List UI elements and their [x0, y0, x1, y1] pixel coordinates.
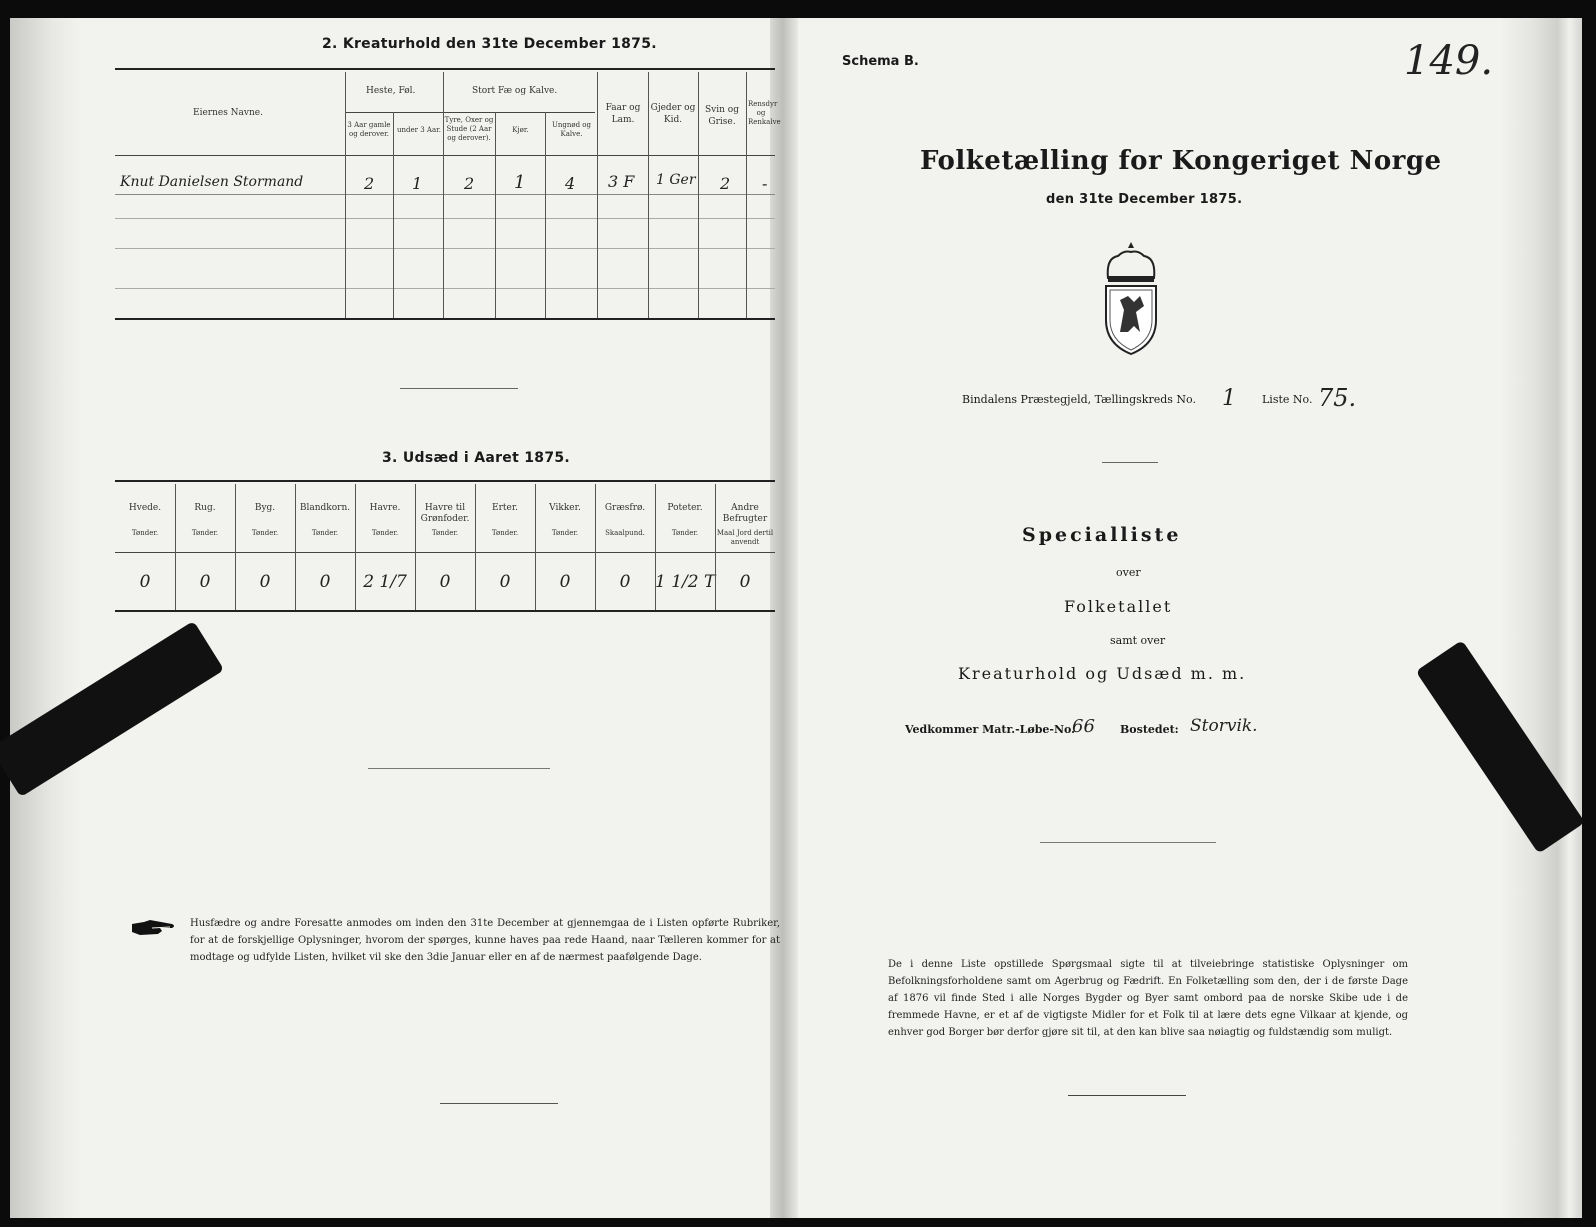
list-number: 75. [1318, 384, 1357, 412]
table2-subheader-rule [345, 112, 595, 113]
sowing-column-name: Havre til Grønfoder. [420, 503, 470, 524]
owner-column-header: Eiernes Navne. [193, 108, 263, 118]
sowing-value: 0 [319, 572, 331, 592]
sowing-column-unit: Tønder. [371, 529, 399, 537]
table2-row-rule [115, 248, 775, 249]
sowing-column-name: Andre Befrugter [722, 503, 768, 524]
divider-rule [400, 388, 518, 389]
sowing-column-name: Rug. [194, 503, 216, 513]
sowing-value: 1 1/2 T [655, 572, 716, 592]
section3-title: 3. Udsæd i Aaret 1875. [382, 450, 571, 466]
table2-row-rule [115, 194, 775, 195]
table2-col-rule [443, 72, 444, 318]
livestock-value: 4 [565, 174, 576, 193]
folketallet-text: Folketallet [1064, 597, 1173, 616]
goats-column-header: Gjeder og Kid. [650, 103, 696, 125]
pointing-hand-icon [130, 918, 178, 938]
sowing-column-unit: Tønder. [191, 529, 219, 537]
table2-top-rule [115, 68, 775, 70]
horses-sub-header: under 3 Aar. [397, 126, 441, 134]
district-label: Bindalens Præstegjeld, Tællingskreds No. [962, 393, 1196, 406]
section2-title: 2. Kreaturhold den 31te December 1875. [322, 36, 657, 52]
owner-name: Knut Danielsen Stormand [120, 174, 304, 190]
sowing-column-name: Vikker. [549, 503, 581, 513]
right-page-edge [1500, 18, 1582, 1218]
district-number: 1 [1222, 386, 1236, 411]
cattle-sub-header: Kjør. [512, 126, 529, 134]
livestock-value: - [762, 174, 768, 193]
schema-label: Schema B. [842, 54, 919, 69]
sowing-column-name: Havre. [369, 503, 401, 513]
cattle-sub-header: Tyre, Oxer og Stude (2 Aar og derover). [444, 116, 494, 142]
footer-text: De i denne Liste opstillede Spørgsmaal sigte til at tilveiebringe statistiske Oplysninger om Befolkningsforholdene samt om Agerbrug og Fædrift. En Folketælling som den, der i de første Dage af 1876 vil finde Sted i alle Norges Bygder og Byer samt ombord paa de norske Skibe ude i de fremmede Havne, er et af de vigtigste Midler for et Folk til at lære dets egne Vilkaar at kjende, og enhver god Borger bør derfor gjøre sit til, at den kan blive saa nøiagtig og fuldstændig som muligt. [888, 959, 1408, 1038]
horses-group-header: Heste, Føl. [366, 86, 416, 96]
left-page-edge [10, 18, 80, 1218]
table2-col-rule [545, 112, 546, 318]
table2-row-rule [115, 288, 775, 289]
page-number: 149. [1404, 38, 1494, 84]
sowing-column-unit: Tønder. [311, 529, 339, 537]
table3-top-rule [115, 480, 775, 482]
pigs-column-header: Svin og Grise. [705, 105, 739, 127]
form-date: den 31te December 1875. [1046, 192, 1243, 207]
sheep-column-header: Faar og Lam. [605, 103, 641, 125]
form-title: Folketælling for Kongeriget Norge [920, 146, 1442, 176]
sowing-column-unit: Tønder. [251, 529, 279, 537]
divider-rule [440, 1103, 558, 1104]
sowing-value: 0 [259, 572, 271, 592]
coat-of-arms-icon [1100, 240, 1162, 356]
divider-rule [368, 768, 550, 769]
specialliste-title: Specialliste [1022, 524, 1182, 546]
sowing-column-unit: Tønder. [551, 529, 579, 537]
table2-header-rule [115, 155, 775, 156]
horses-sub-header: 3 Aar gamle og derover. [347, 121, 391, 138]
cattle-group-header: Stort Fæ og Kalve. [472, 86, 558, 96]
sowing-column-unit: Tønder. [131, 529, 159, 537]
left-page [10, 18, 788, 1218]
sowing-value: 0 [619, 572, 631, 592]
livestock-value: 1 [514, 172, 526, 193]
cattle-sub-header: Ungnød og Kalve. [551, 121, 591, 138]
divider-rule [1102, 462, 1158, 463]
matr-number: 66 [1072, 716, 1095, 737]
table2-col-rule [495, 112, 496, 318]
sowing-column-unit: Tønder. [431, 529, 459, 537]
sowing-value: 0 [199, 572, 211, 592]
divider-rule [1068, 1095, 1186, 1096]
divider-rule [1040, 842, 1216, 843]
sowing-column-name: Erter. [492, 503, 518, 513]
book-binding [770, 18, 798, 1218]
table2-col-rule [393, 112, 394, 318]
table2-col-rule [597, 72, 598, 318]
list-label: Liste No. [1262, 393, 1313, 406]
notice-text: Husfædre og andre Foresatte anmodes om inden den 31te December at gjennemgaa de i Listen opførte Rubriker, for at de forskjellige Oplysninger, hvorom der spørges, kunne haves paa rede Haand, naar Tælleren kommer for at modtage og udfylde Listen, hvilket vil ske den 3die Januar eller en af de nærmest paafølgende Dage. [190, 918, 780, 963]
livestock-value: 1 [412, 174, 423, 193]
sowing-value: 0 [439, 572, 451, 592]
bosted-label: Bostedet: [1120, 723, 1179, 736]
table2-bottom-rule [115, 318, 775, 320]
livestock-value: 2 [364, 174, 375, 193]
livestock-value: 2 [464, 174, 475, 193]
sowing-column-name: Hvede. [128, 503, 162, 513]
sowing-value: 0 [139, 572, 151, 592]
sowing-column-name: Byg. [254, 503, 276, 513]
matr-label: Vedkommer Matr.-Løbe-No. [905, 723, 1075, 736]
bosted-value: Storvik. [1190, 716, 1258, 736]
samt-over-text: samt over [1110, 634, 1166, 647]
sowing-value: 2 1/7 [363, 572, 407, 592]
livestock-value: 3 F [608, 172, 635, 191]
sowing-column-unit: Tønder. [491, 529, 519, 537]
sowing-column-unit: Skaalpund. [605, 529, 645, 537]
sowing-column-unit: Maal Jord dertil anvendt [716, 529, 774, 546]
sowing-column-unit: Tønder. [671, 529, 699, 537]
kreaturhold-text: Kreaturhold og Udsæd m. m. [958, 664, 1247, 683]
sowing-column-name: Poteter. [667, 503, 703, 513]
sowing-value: 0 [559, 572, 571, 592]
livestock-value: 1 Ger [656, 172, 696, 188]
table3-bottom-rule [115, 610, 775, 612]
table3-header-rule [115, 552, 775, 553]
sowing-column-name: Græsfrø. [604, 503, 646, 513]
table2-row-rule [115, 218, 775, 219]
sowing-column-name: Blandkorn. [299, 503, 351, 513]
table2-col-rule [345, 72, 346, 318]
sowing-value: 0 [739, 572, 751, 592]
livestock-value: 2 [720, 174, 731, 193]
over-text: over [1116, 566, 1141, 579]
table2-col-rule [746, 72, 747, 318]
sowing-value: 0 [499, 572, 511, 592]
reindeer-column-header: Rensdyr og Renkalve [748, 100, 781, 126]
